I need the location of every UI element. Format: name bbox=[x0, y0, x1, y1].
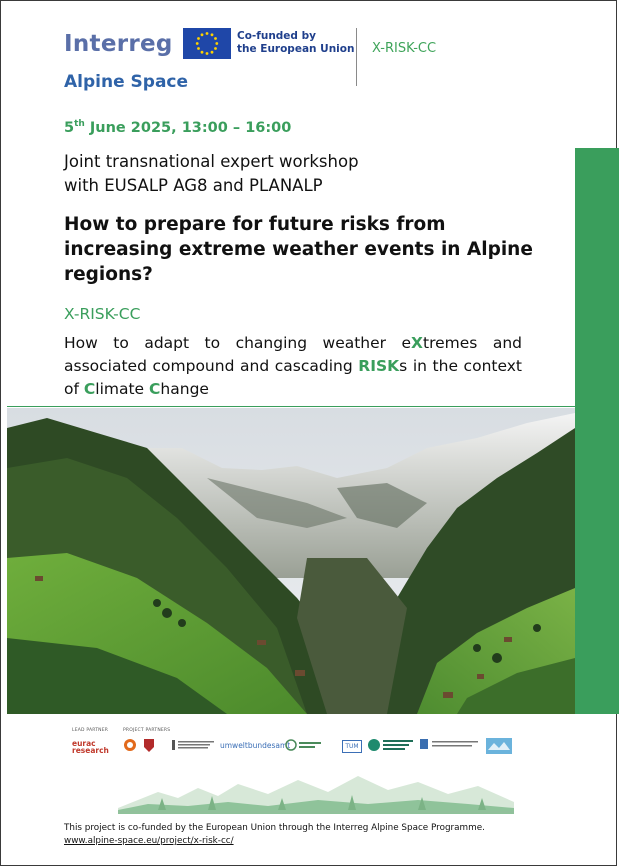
mountain-illustration bbox=[118, 762, 514, 814]
desc-part: tremes and associated compound and cascading bbox=[64, 334, 522, 375]
project-short-name: X-RISK-CC bbox=[372, 41, 437, 56]
date-rest: June 2025, 13:00 – 16:00 bbox=[84, 119, 292, 136]
desc-highlight: RISK bbox=[358, 357, 400, 375]
partner-logo-last bbox=[486, 738, 512, 754]
eurac-line-1: eurac bbox=[72, 739, 96, 748]
slovenia-ministry-logo bbox=[420, 738, 482, 752]
desc-part: hange bbox=[160, 380, 209, 398]
ministry-logo bbox=[172, 738, 216, 752]
workshop-line-2: with EUSALP AG8 and PLANALP bbox=[64, 176, 323, 195]
lead-partner-label: LEAD PARTNER bbox=[72, 728, 109, 733]
event-date bbox=[64, 119, 291, 136]
date-day: 5 bbox=[64, 119, 75, 136]
desc-highlight: X bbox=[411, 334, 423, 352]
eu-line-2: the European Union bbox=[237, 43, 355, 55]
eu-cofunded-text bbox=[237, 30, 354, 56]
eurac-logo bbox=[72, 740, 109, 754]
desc-highlight: C bbox=[149, 380, 161, 398]
desc-part: s in the context of bbox=[64, 357, 522, 398]
auvergne-rhone-alpes-logo bbox=[367, 737, 417, 753]
eurac-line-2: research bbox=[72, 746, 109, 755]
desc-part: limate bbox=[95, 380, 150, 398]
project-url-link[interactable]: www.alpine-space.eu/project/x-risk-cc/ bbox=[64, 836, 234, 846]
tum-logo: TUM bbox=[342, 740, 362, 753]
interreg-logo: Interreg bbox=[64, 31, 173, 57]
geosphere-logo bbox=[285, 738, 325, 752]
funding-statement: This project is co-funded by the European Union through the Interreg Alpine Space Programme. bbox=[64, 823, 485, 833]
header-divider bbox=[356, 28, 357, 86]
project-description bbox=[64, 332, 522, 401]
workshop-line-1: Joint transnational expert workshop bbox=[64, 152, 359, 171]
headline: How to prepare for future risks from increasing extreme weather events in Alpine regions? bbox=[64, 214, 533, 285]
alpine-valley-photo bbox=[7, 408, 575, 714]
workshop-title bbox=[64, 150, 484, 198]
desc-part: How to adapt to changing weather e bbox=[64, 334, 412, 352]
project-name: X-RISK-CC bbox=[64, 305, 141, 323]
date-suffix: th bbox=[74, 119, 85, 129]
umweltbundesamt-logo: umweltbundesamt bbox=[220, 741, 291, 750]
green-side-bar bbox=[575, 148, 619, 714]
civil-protection-logos bbox=[122, 736, 166, 754]
eu-line-1: Co-funded by bbox=[237, 30, 316, 42]
desc-highlight: C bbox=[83, 380, 96, 398]
project-partners-label: PROJECT PARTNERS bbox=[123, 728, 171, 733]
photo-top-rule bbox=[7, 406, 575, 407]
eu-flag-icon bbox=[183, 28, 231, 59]
alpine-space-label: Alpine Space bbox=[64, 72, 189, 92]
